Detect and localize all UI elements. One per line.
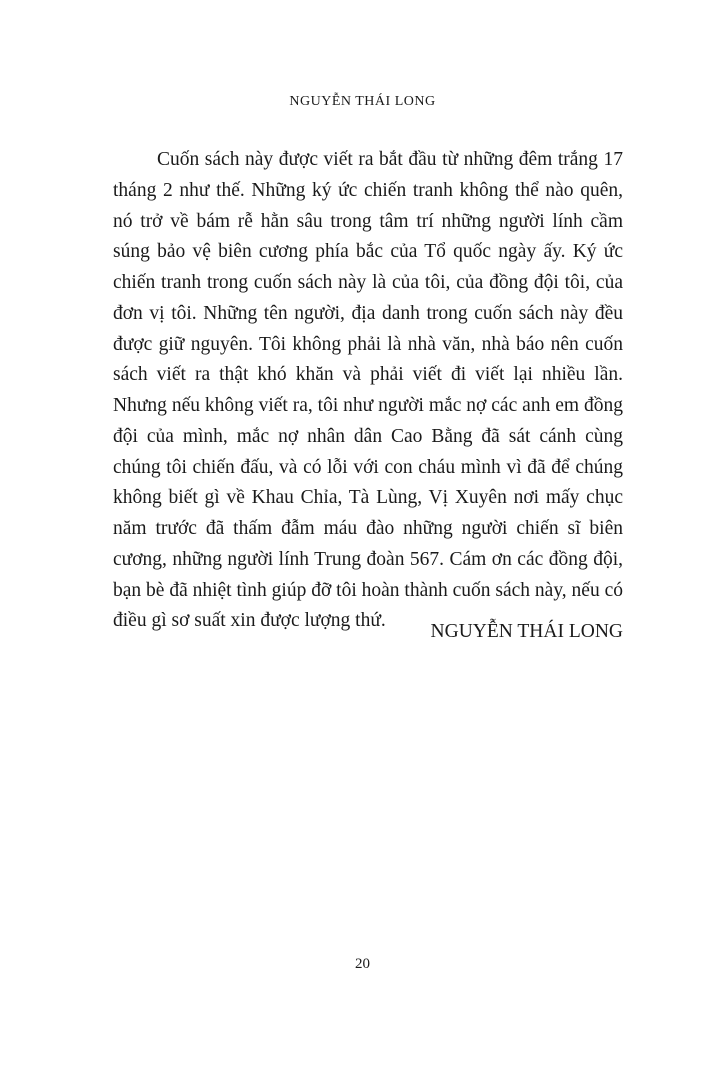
running-header: NGUYỄN THÁI LONG: [289, 94, 436, 109]
page-number: 20: [355, 956, 370, 972]
body-paragraph: Cuốn sách này được viết ra bắt đầu từ những đêm trắng 17 tháng 2 như thế. Những ký ức chiến tranh không thể nào quên, nó trở về bám rễ hằn sâu trong tâm trí những người lính cầm súng bảo vệ biên cương phía bắc của Tổ quốc ngày ấy. Ký ức chiến tranh trong cuốn sách này là của tôi, của đồng đội tôi, của đơn vị tôi. Những tên người, địa danh trong cuốn sách này đều được giữ nguyên. Tôi không phải là nhà văn, nhà báo nên cuốn sách viết ra thật khó khăn và phải viết đi viết lại nhiều lần. Nhưng nếu không viết ra, tôi như người mắc nợ các anh em đồng đội của mình, mắc nợ nhân dân Cao Bằng đã sát cánh cùng chúng tôi chiến đấu, và có lỗi với con cháu mình vì đã để chúng không biết gì về Khau Chỉa, Tà Lùng, Vị Xuyên nơi mấy chục năm trước đã thấm đẫm máu đào những người chiến sĩ biên cương, những người lính Trung đoàn 567. Cám ơn các đồng đội, bạn bè đã nhiệt tình giúp đỡ tôi hoàn thành cuốn sách này, nếu có điều gì sơ suất xin được lượng thứ.: [113, 149, 623, 632]
author-signature: NGUYỄN THÁI LONG: [430, 621, 623, 642]
